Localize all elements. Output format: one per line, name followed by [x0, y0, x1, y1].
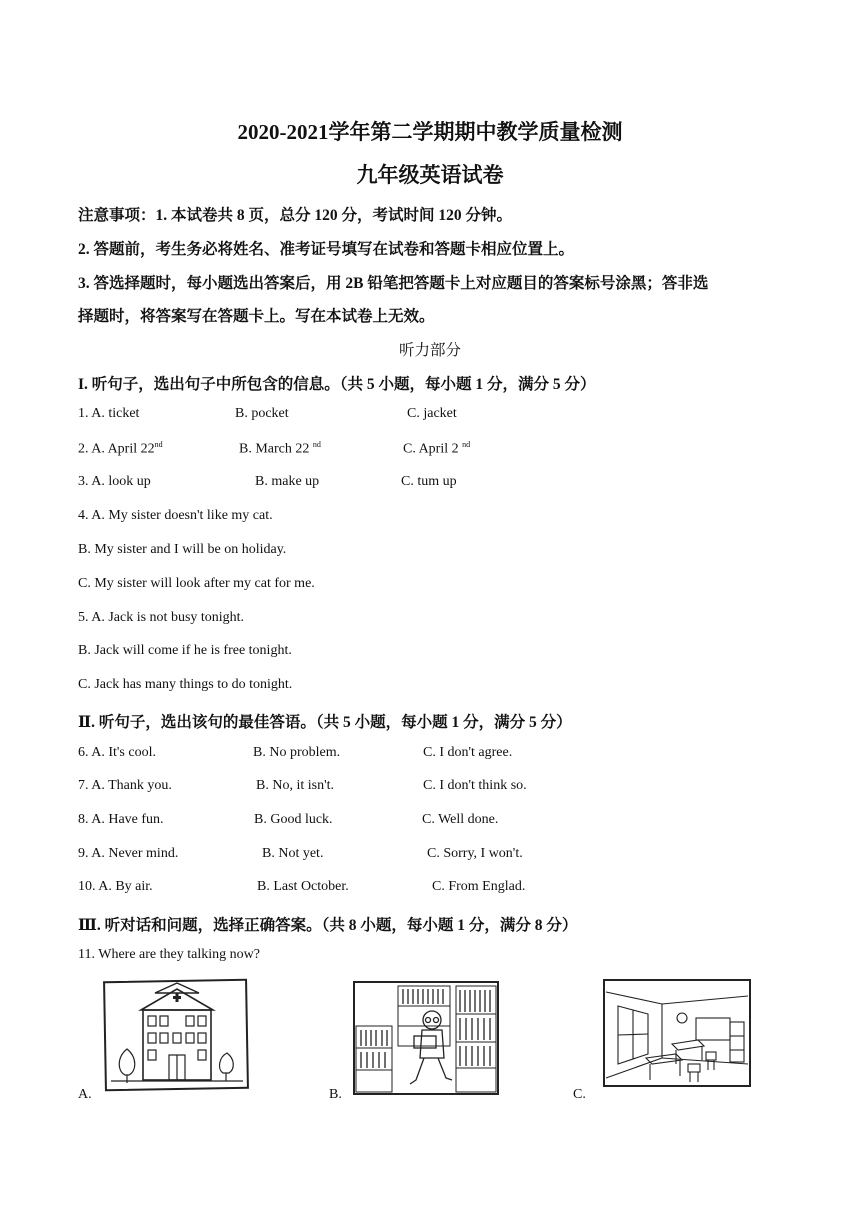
picture-c-label: C.: [573, 1087, 586, 1102]
q9-option-a: 9. A. Never mind.: [78, 846, 179, 861]
part3-heading: Ⅲ. 听对话和问题，选择正确答案。（共 8 小题，每小题 1 分，满分 8 分）: [78, 917, 578, 934]
q2-option-c-sup: nd: [462, 440, 471, 449]
q2-option-a: [78, 440, 163, 458]
section-title: 听力部分: [398, 342, 461, 359]
picture-b-label: B.: [329, 1087, 342, 1102]
picture-b-library: [352, 980, 500, 1098]
q2-option-b-sup: nd: [312, 440, 321, 449]
q11-question: 11. Where are they talking now?: [78, 947, 260, 962]
q1-option-a: 1. A. ticket: [78, 406, 140, 421]
picture-a-label: A.: [78, 1087, 92, 1102]
q8-option-a: 8. A. Have fun.: [78, 812, 164, 827]
notes-line-1: 注意事项：1. 本试卷共 8 页，总分 120 分，考试时间 120 分钟。: [78, 207, 513, 224]
q2-option-b: [239, 440, 321, 458]
q1-option-c: C. jacket: [407, 406, 457, 421]
notes-line-3b: 择题时，将答案写在答题卡上。写在本试卷上无效。: [78, 308, 435, 325]
q4-option-c: C. My sister will look after my cat for me.: [78, 576, 315, 591]
q9-option-b: B. Not yet.: [262, 846, 324, 861]
q7-option-c: C. I don't think so.: [423, 778, 527, 793]
q6-option-b: B. No problem.: [253, 745, 341, 760]
exam-title: 2020-2021学年第二学期期中教学质量检测: [237, 120, 623, 144]
q5-option-a: 5. A. Jack is not busy tonight.: [78, 610, 245, 625]
notes-line-3a: 3. 答选择题时，每小题选出答案后，用 2B 铅笔把答题卡上对应题目的答案标号涂黑；答非选: [78, 275, 709, 292]
q4-option-b: B. My sister and I will be on holiday.: [78, 542, 287, 557]
q5-option-b: B. Jack will come if he is free tonight.: [78, 643, 292, 658]
q10-option-c: C. From Englad.: [432, 879, 526, 894]
q3-option-a: 3. A. look up: [78, 474, 151, 489]
q2-option-c-text: C. April 2: [403, 441, 463, 457]
q6-option-c: C. I don't agree.: [423, 745, 513, 760]
q6-option-a: 6. A. It's cool.: [78, 745, 156, 760]
q10-option-a: 10. A. By air.: [78, 879, 153, 894]
q2-option-b-text: B. March 22: [239, 441, 313, 457]
q3-option-c: C. tum up: [401, 474, 457, 489]
q1-option-b: B. pocket: [235, 406, 289, 421]
q10-option-b: B. Last October.: [257, 879, 349, 894]
part2-heading: Ⅱ. 听句子，选出该句的最佳答语。（共 5 小题，每小题 1 分，满分 5 分）: [78, 714, 572, 731]
q2-option-a-sup: nd: [154, 440, 163, 449]
q7-option-b: B. No, it isn't.: [256, 778, 334, 793]
notes-line-2: 2. 答题前，考生务必将姓名、准考证号填写在试卷和答题卡相应位置上。: [78, 241, 575, 258]
q8-option-b: B. Good luck.: [254, 812, 333, 827]
part1-heading: I. 听句子，选出句子中所包含的信息。（共 5 小题，每小题 1 分，满分 5 分）: [78, 376, 596, 393]
q5-option-c: C. Jack has many things to do tonight.: [78, 677, 293, 692]
picture-c-classroom: [602, 978, 752, 1090]
q8-option-c: C. Well done.: [422, 812, 499, 827]
q4-option-a: 4. A. My sister doesn't like my cat.: [78, 508, 273, 523]
picture-a-hospital: [103, 975, 251, 1093]
exam-subtitle: 九年级英语试卷: [356, 163, 504, 187]
q7-option-a: 7. A. Thank you.: [78, 778, 172, 793]
q2-option-c: [403, 440, 470, 458]
q3-option-b: B. make up: [255, 474, 320, 489]
q2-option-a-text: 2. A. April 22: [78, 441, 155, 457]
q9-option-c: C. Sorry, I won't.: [427, 846, 523, 861]
